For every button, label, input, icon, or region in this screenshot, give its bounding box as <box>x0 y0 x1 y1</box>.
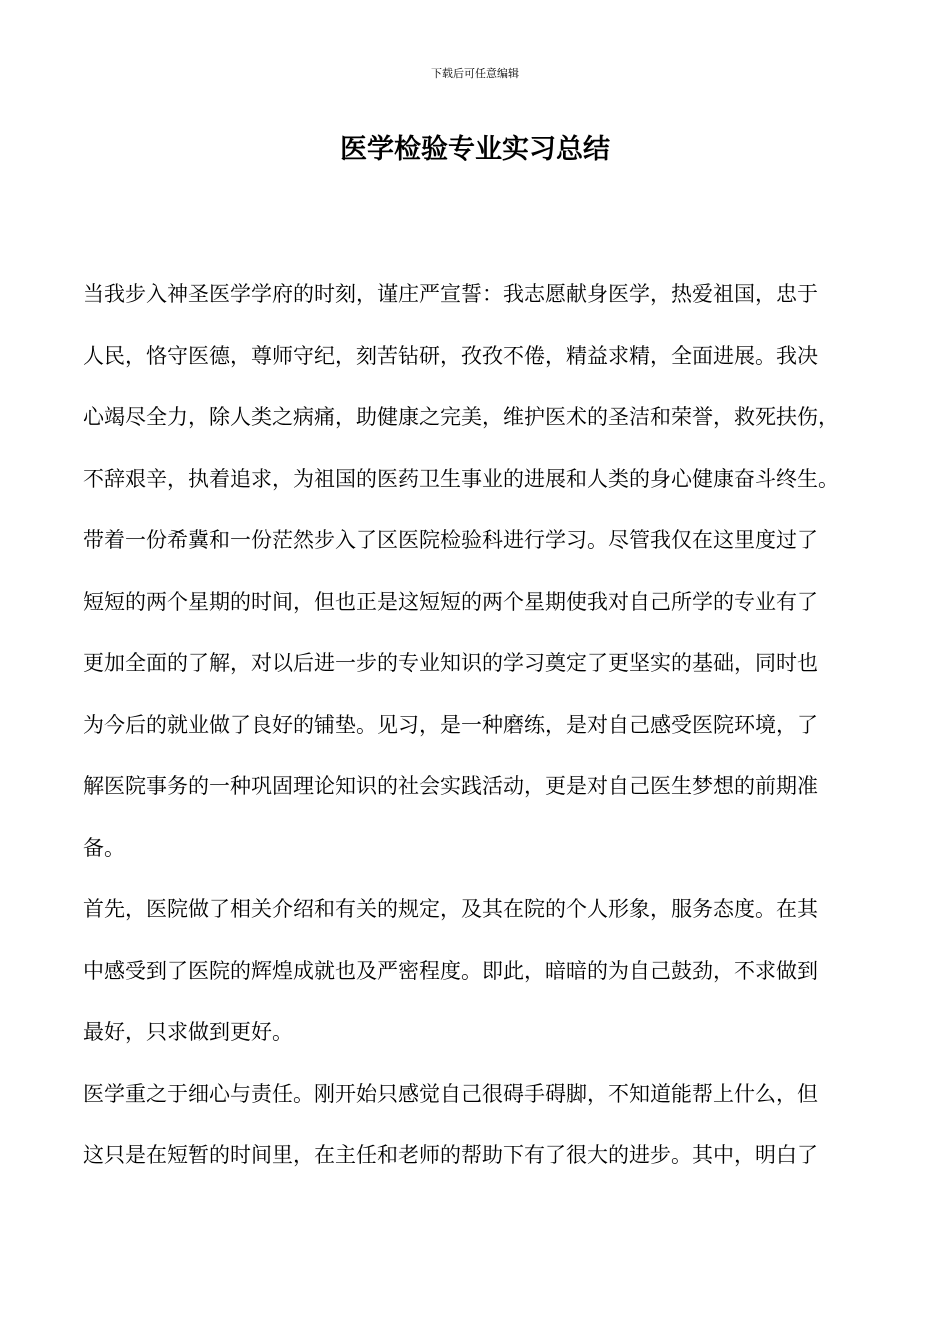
text-line: 当我步入神圣医学学府的时刻，谨庄严宣誓：我志愿献身医学，热爱祖国，忠于 <box>83 282 818 306</box>
text-line: 中感受到了医院的辉煌成就也及严密程度。即此，暗暗的为自己鼓劲，不求做到 <box>83 958 818 983</box>
text-line: 更加全面的了解，对以后进一步的专业知识的学习奠定了更坚实的基础，同时也 <box>83 651 818 675</box>
text-line: 为今后的就业做了良好的铺垫。见习，是一种磨练，是对自己感受医院环境，了 <box>83 712 818 737</box>
text-line: 人民，恪守医德，尊师守纪，刻苦钻研，孜孜不倦，精益求精，全面进展。我决 <box>83 343 818 368</box>
text-line: 医学重之于细心与责任。刚开始只感觉自己很碍手碍脚，不知道能帮上什么，但 <box>83 1081 818 1106</box>
paragraph-2 <box>83 510 883 879</box>
text-line: 带着一份希冀和一份茫然步入了区医院检验科进行学习。尽管我仅在这里度过了 <box>83 528 818 552</box>
text-line: 心竭尽全力，除人类之病痛，助健康之完美，维护医术的圣洁和荣誉，救死扶伤， <box>83 405 839 429</box>
text-line: 备。 <box>83 835 125 860</box>
text-line: 不辞艰辛，执着追求，为祖国的医药卫生事业的进展和人类的身心健康奋斗终生。 <box>83 466 839 491</box>
text-line: 解医院事务的一种巩固理论知识的社会实践活动，更是对自己医生梦想的前期准 <box>83 774 818 798</box>
text-line: 最好，只求做到更好。 <box>83 1020 293 1044</box>
paragraph-1 <box>83 264 883 510</box>
document-title: 医学检验专业实习总结 <box>340 134 610 165</box>
text-line: 首先，医院做了相关介绍和有关的规定，及其在院的个人形象，服务态度。在其 <box>83 897 818 921</box>
text-line: 这只是在短暂的时间里，在主任和老师的帮助下有了很大的进步。其中，明白了 <box>83 1143 818 1167</box>
document-body <box>83 264 883 1187</box>
text-line: 短短的两个星期的时间，但也正是这短短的两个星期使我对自己所学的专业有了 <box>83 589 818 614</box>
header-note: 下载后可任意编辑 <box>431 67 519 80</box>
paragraph-4 <box>83 1064 883 1187</box>
paragraph-3 <box>83 879 883 1064</box>
